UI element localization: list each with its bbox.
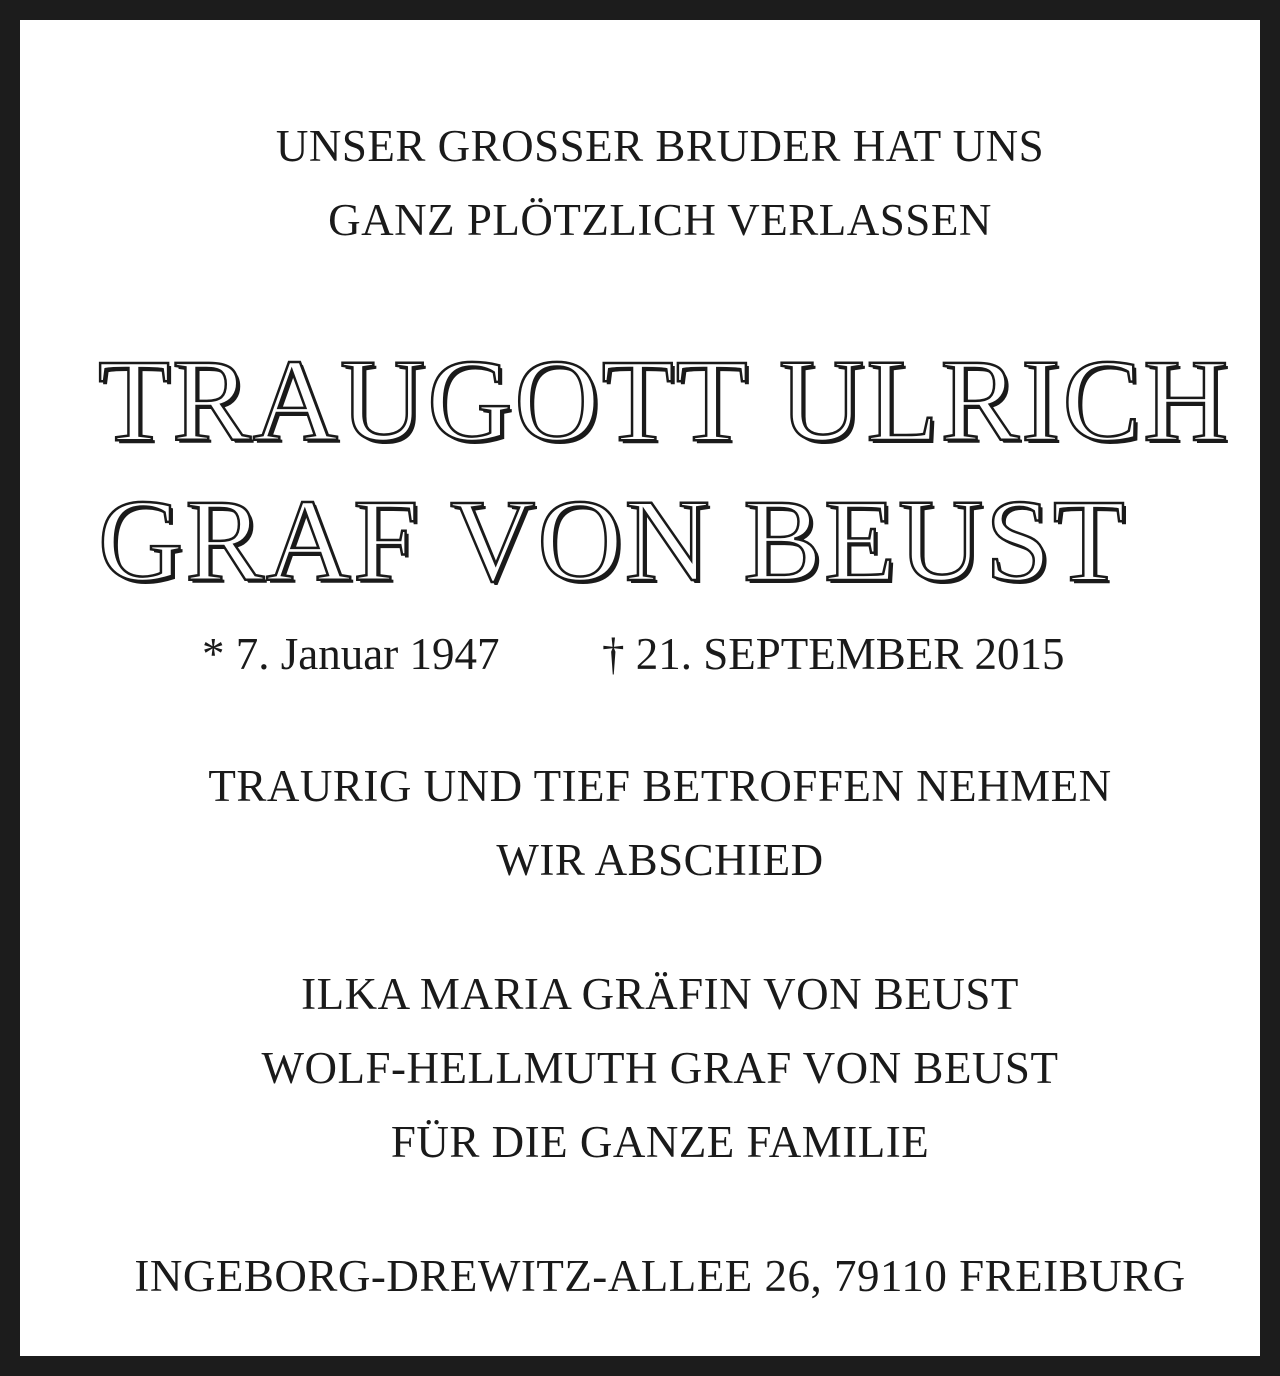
intro-line-1: UNSER GROSSER BRUDER HAT UNS: [275, 121, 1045, 171]
deceased-name-line-2: GRAF VON BEUST: [98, 475, 1127, 606]
birth-date: * 7. Januar 1947: [202, 629, 500, 679]
mourner-1: ILKA MARIA GRÄFIN VON BEUST: [301, 969, 1019, 1019]
mourner-3: FÜR DIE GANZE FAMILIE: [390, 1117, 930, 1167]
farewell-line-2: WIR ABSCHIED: [496, 835, 824, 885]
deceased-name-line-1: TRAUGOTT ULRICH: [98, 335, 1231, 466]
address: INGEBORG-DREWITZ-ALLEE 26, 79110 FREIBURG: [134, 1251, 1186, 1301]
intro-line-2: GANZ PLÖTZLICH VERLASSEN: [328, 195, 992, 245]
farewell-line-1: TRAURIG UND TIEF BETROFFEN NEHMEN: [208, 761, 1112, 811]
death-date: † 21. SEPTEMBER 2015: [602, 629, 1065, 679]
mourner-2: WOLF-HELLMUTH GRAF VON BEUST: [261, 1043, 1059, 1093]
